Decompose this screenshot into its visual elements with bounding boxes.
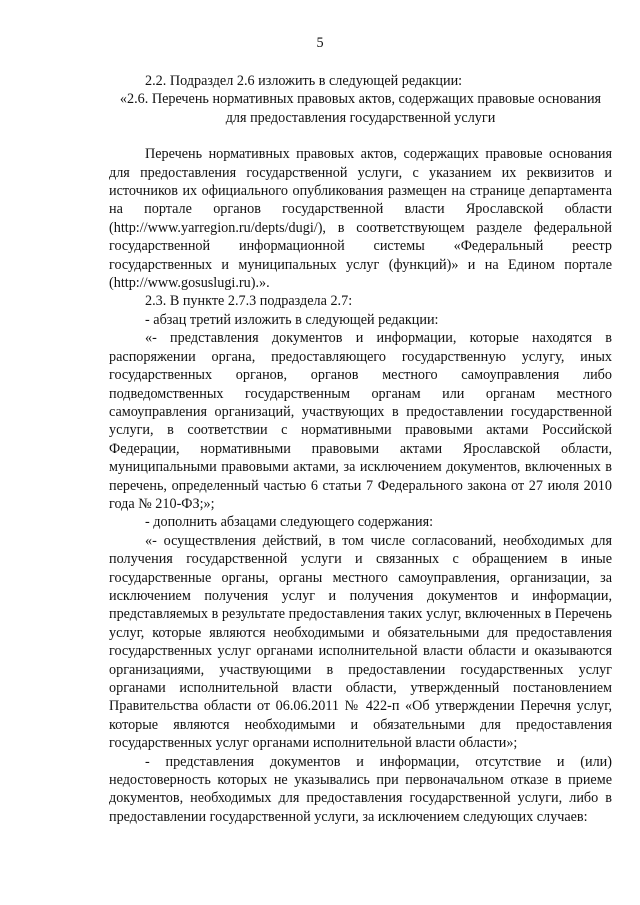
paragraph-2-3: 2.3. В пункте 2.7.3 подраздела 2.7: xyxy=(145,293,353,310)
section-2-6-heading: «2.6. Перечень нормативных правовых актов, содержащих правовые основания для предоставления государственной услуги xyxy=(119,91,602,126)
paragraph-normative-acts: Перечень нормативных правовых актов, содержащих правовые основания для предоставления государственной услуги, с указанием их реквизитов и источников их официального опубликования размещен на странице департамента на портале органов государственной власти Ярославской области (http://www.yarregion.ru/depts/dugi/), в соответствующем разделе федеральной государственной информационной системы «Федеральный реестр государственных и муниципальных услуг (функций)» и на Едином портале (http://www.gosuslugi.ru).». xyxy=(109,146,612,292)
paragraph-documents-absence: - представления документов и информации, отсутствие и (или) недостоверность которых не указывались при первоначальном отказе в приеме документов, необходимых для предоставления государственной услуги, либо в предоставлении государственной услуги, за исключением следующих случаев: xyxy=(109,753,612,825)
paragraph-documents-information: «- представления документов и информации, которые находятся в распоряжении органа, предоставляющего государственную услугу, иных государственных органов, органов местного самоуправления либо подведомственных государственным органам или органам местного самоуправления организаций, участвующих в предоставлении государственной услуги, в соответствии с нормативными правовыми актами Российской Федерации, нормативными правовыми актами Ярославской области, муниципальными правовыми актами, за исключением документов, включенных в перечень, определенный частью 6 статьи 7 Федерального закона от 27 июля 2010 года № 210-ФЗ;»; xyxy=(109,330,612,512)
page-number: 5 xyxy=(316,35,324,51)
paragraph-2-2: 2.2. Подраздел 2.6 изложить в следующей редакции: xyxy=(145,73,463,89)
paragraph-third-abzac: - абзац третий изложить в следующей редакции: xyxy=(145,311,439,328)
spacer xyxy=(109,127,612,145)
paragraph-add-abzacs: - дополнить абзацами следующего содержания: xyxy=(145,514,434,531)
document-body xyxy=(109,72,612,826)
paragraph-actions-approvals: «- осуществления действий, в том числе согласований, необходимых для получения государственной услуги и связанных с обращением в иные государственные органы, органы местного самоуправления, организации, за исключением получения услуг и получения документов и информации, представляемых в результате предоставления таких услуг, включенных в Перечень услуг, которые являются необходимыми и обязательными для предоставления государственных услуг органами исполнительной власти области и оказываются организациями, участвующими в предоставлении государственных услуг органами исполнительной власти области, утвержденный постановлением Правительства области от 06.06.2011 № 422-п «Об утверждении Перечня услуг, которые являются необходимыми и обязательными для предоставления государственных услуг органами исполнительной власти области»; xyxy=(109,532,612,752)
